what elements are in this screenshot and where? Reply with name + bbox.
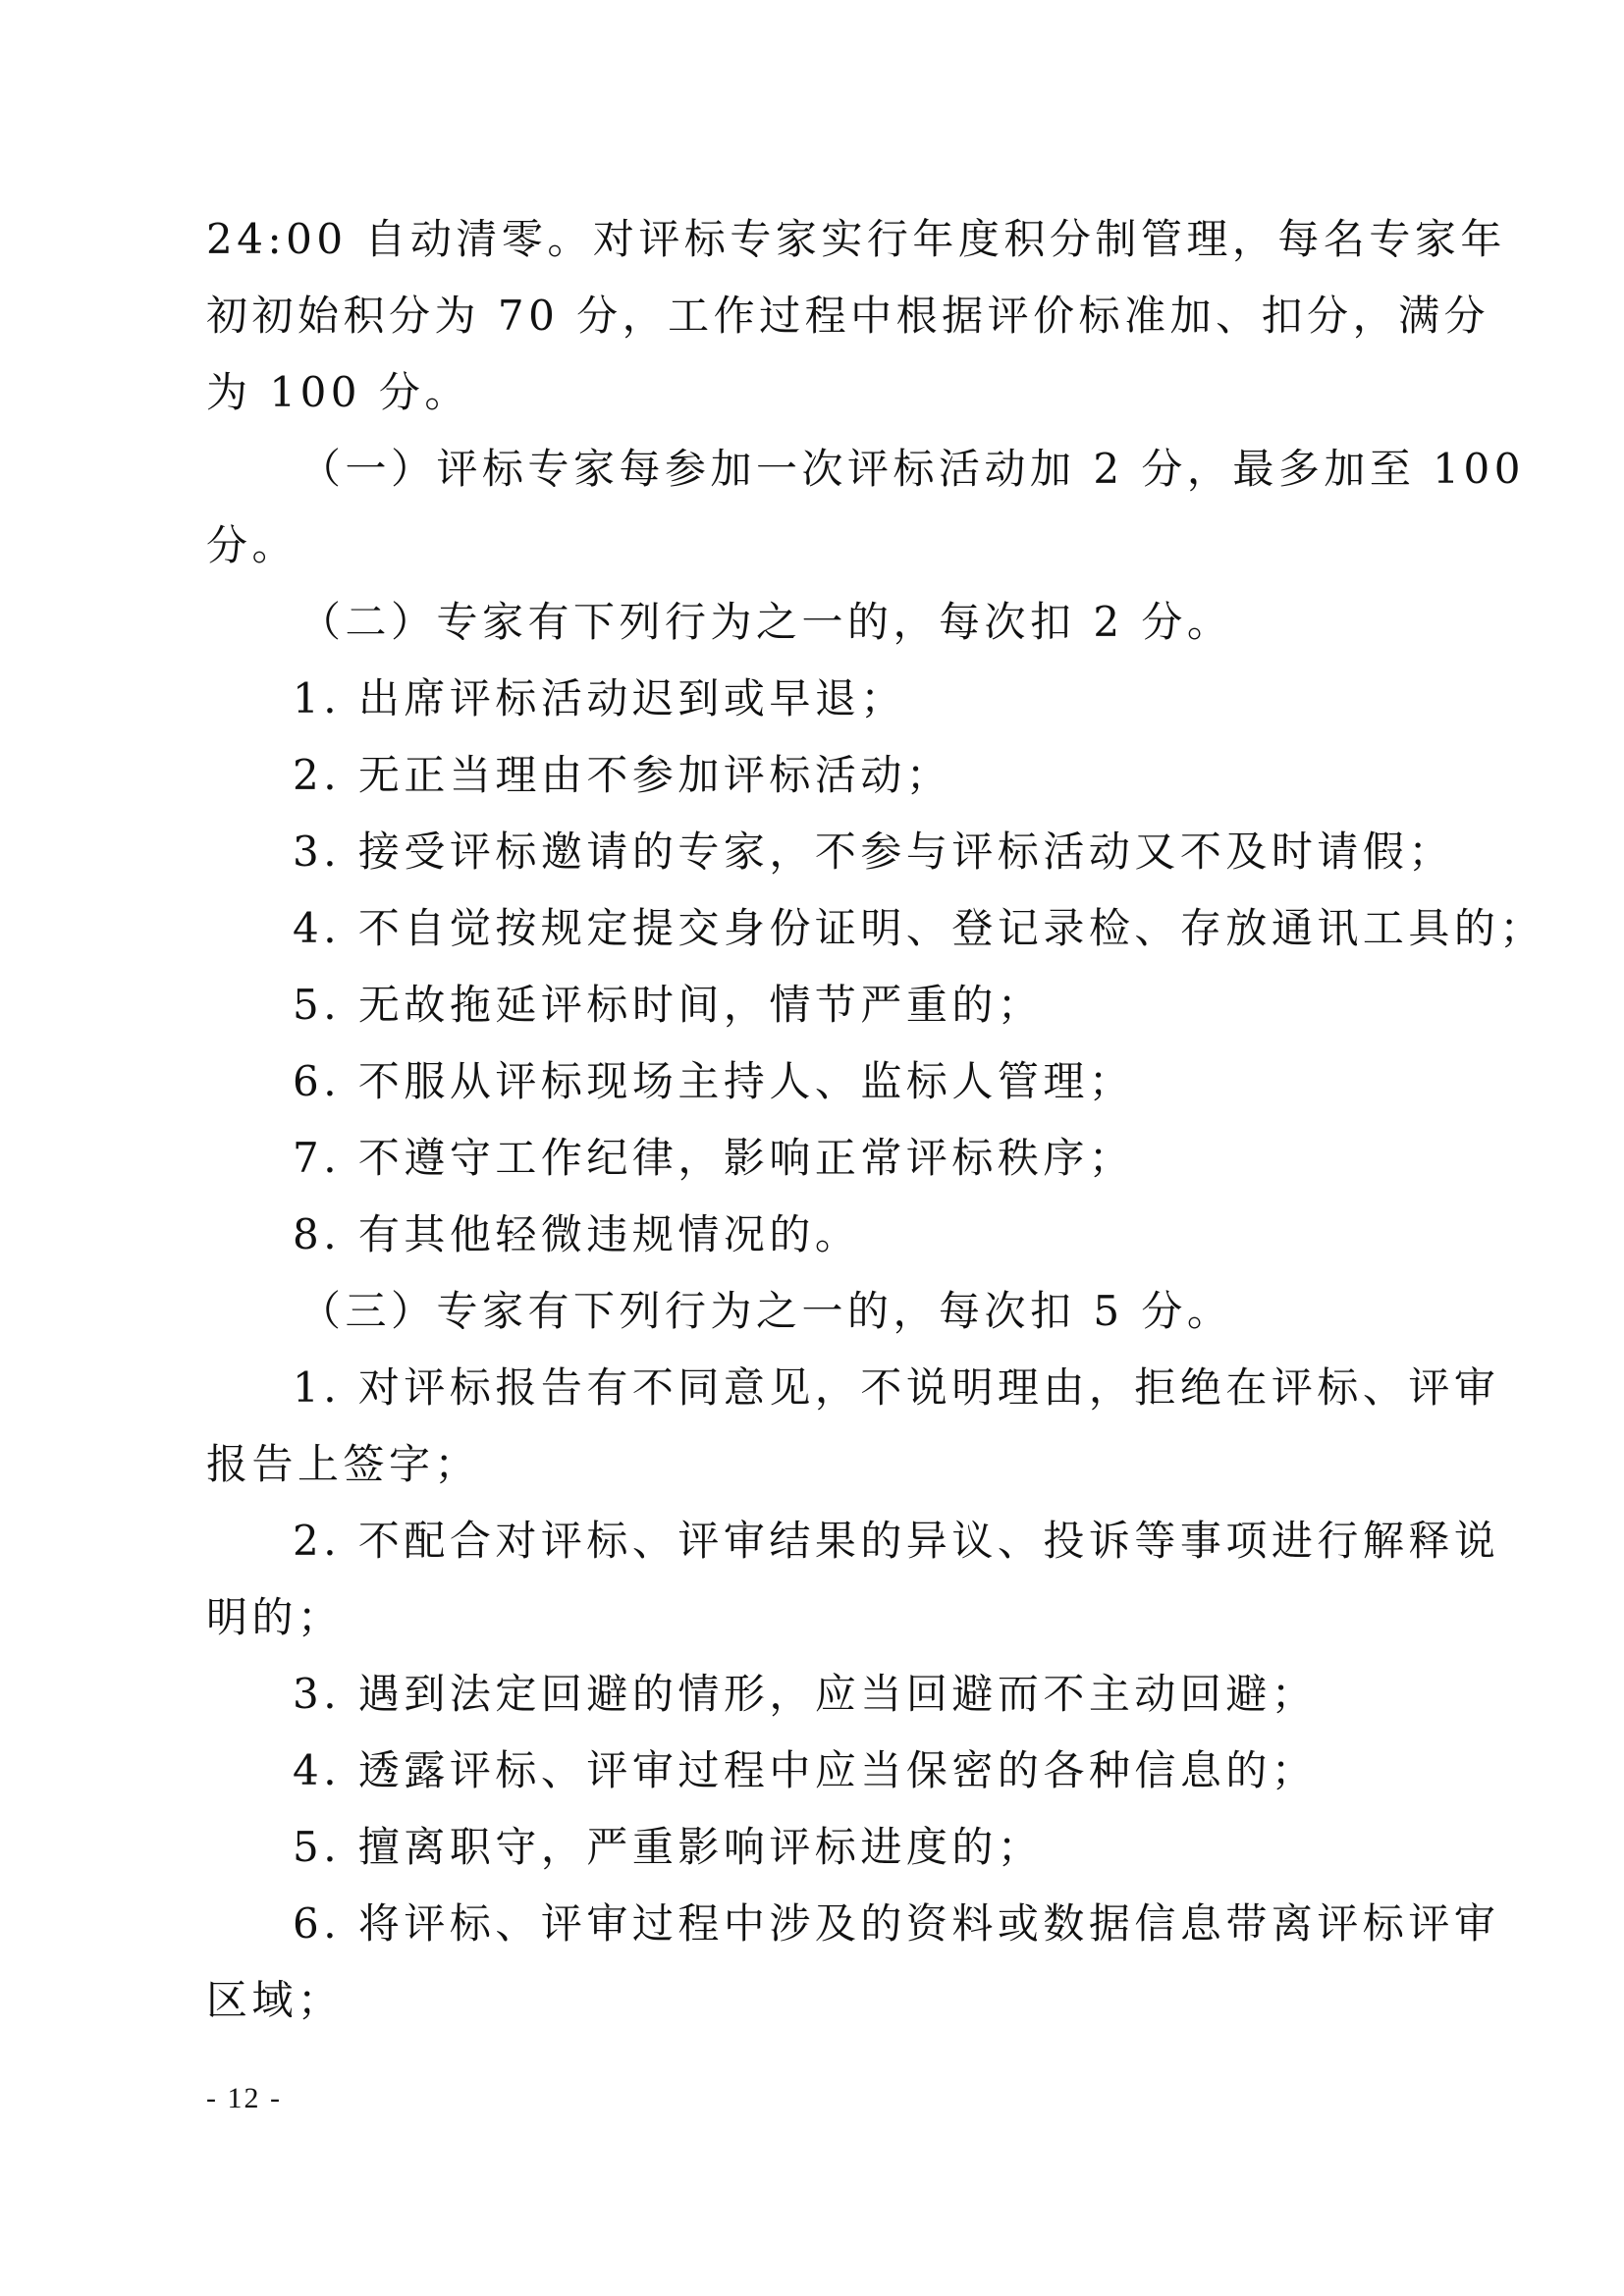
list-item-continuation: 区域；	[206, 1976, 344, 2024]
text-line: 为 100 分。	[206, 368, 470, 416]
list-item: 5. 擅离职守，严重影响评标进度的；	[293, 1823, 1044, 1871]
list-item: 8. 有其他轻微违规情况的。	[293, 1210, 861, 1258]
list-item: 6. 将评标、评审过程中涉及的资料或数据信息带离评标评审	[293, 1899, 1500, 1948]
list-item: 6. 不服从评标现场主持人、监标人管理；	[293, 1057, 1135, 1105]
list-item: 4. 不自觉按规定提交身份证明、登记录检、存放通讯工具的；	[293, 904, 1545, 952]
section-heading: （二）专家有下列行为之一的，每次扣 2 分。	[299, 598, 1233, 646]
text-line: 初初始积分为 70 分，工作过程中根据评价标准加、扣分，满分	[206, 292, 1490, 340]
text-line: 24:00 自动清零。对评标专家实行年度积分制管理，每名专家年	[206, 215, 1506, 263]
list-item: 1. 对评标报告有不同意见，不说明理由，拒绝在评标、评审	[293, 1363, 1500, 1412]
list-item: 2. 不配合对评标、评审结果的异议、投诉等事项进行解释说	[293, 1517, 1500, 1565]
page-number: - 12 -	[206, 2082, 282, 2114]
list-item: 2. 无正当理由不参加评标活动；	[293, 751, 952, 799]
section-heading: （一）评标专家每参加一次评标活动加 2 分，最多加至 100	[299, 445, 1525, 493]
list-item: 7. 不遵守工作纪律，影响正常评标秩序；	[293, 1134, 1135, 1182]
list-item: 5. 无故拖延评标时间，情节严重的；	[293, 981, 1044, 1029]
list-item-continuation: 报告上签字；	[206, 1440, 481, 1488]
list-item: 3. 遇到法定回避的情形，应当回避而不主动回避；	[293, 1670, 1318, 1718]
list-item: 4. 透露评标、评审过程中应当保密的各种信息的；	[293, 1746, 1318, 1794]
text-line: 分。	[206, 521, 298, 569]
section-heading: （三）专家有下列行为之一的，每次扣 5 分。	[299, 1287, 1233, 1335]
list-item-continuation: 明的；	[206, 1593, 344, 1641]
list-item: 3. 接受评标邀请的专家，不参与评标活动又不及时请假；	[293, 828, 1454, 876]
list-item: 1. 出席评标活动迟到或早退；	[293, 674, 906, 722]
